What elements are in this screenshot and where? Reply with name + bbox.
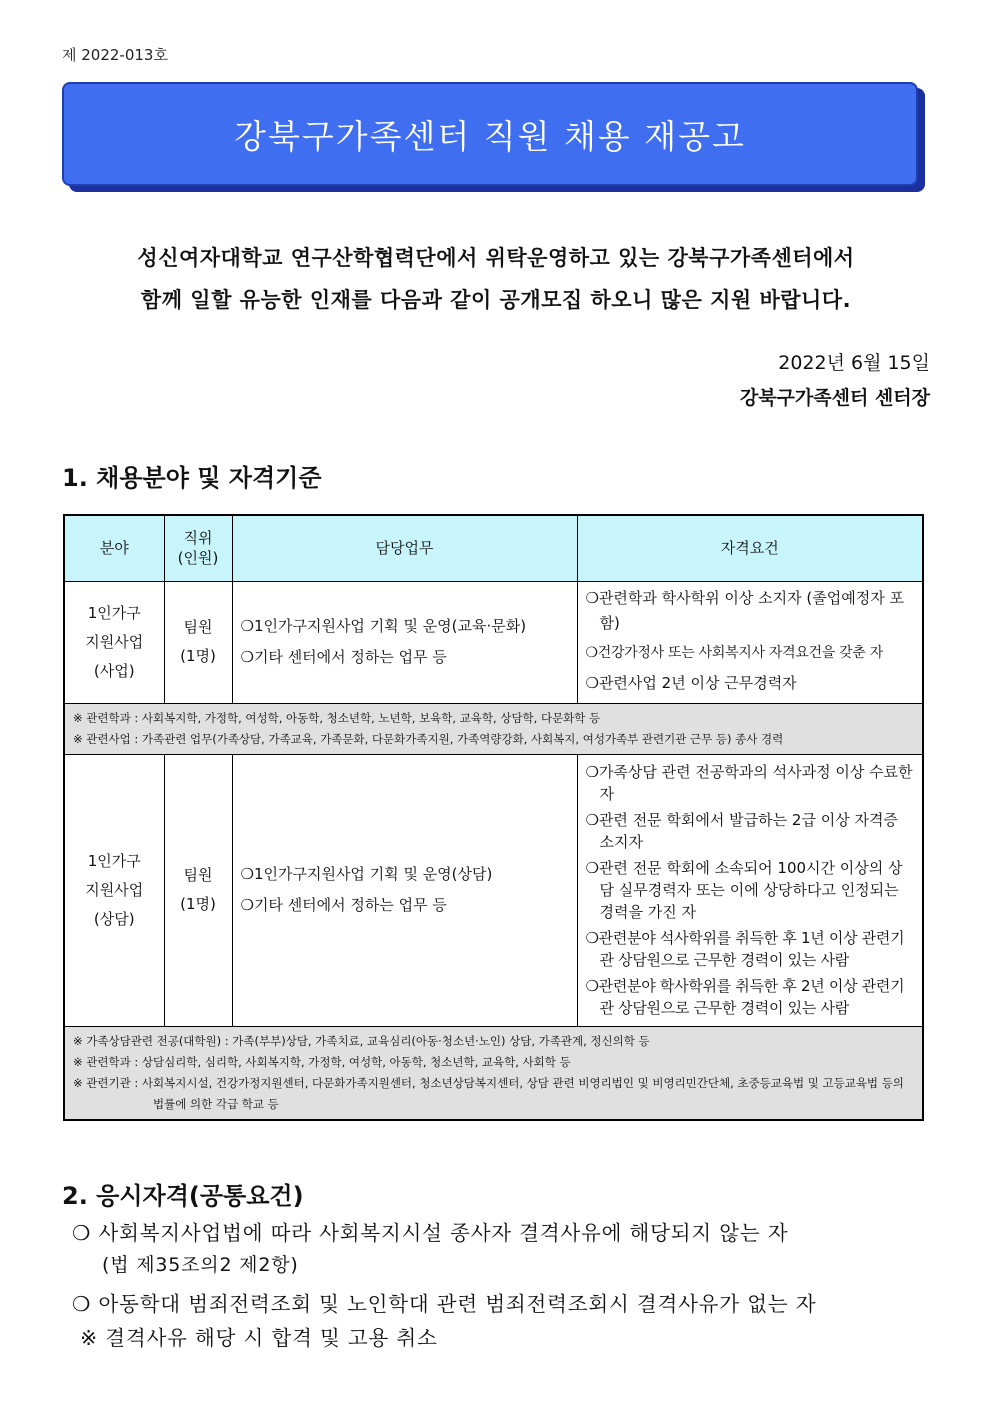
disqualification-note: ※ 결격사유 해당 시 합격 및 고용 취소 [80,1326,438,1350]
requirement-item: ❍건강가정사 또는 사회복지사 자격요건을 갖춘 자 [585,644,883,661]
section-2-heading: 2. 응시자격(공통요건) [62,1182,304,1210]
field-text: 1인가구 [87,851,141,870]
header-position-line2: (인원) [177,549,219,568]
field-cell [64,754,164,1026]
note-text: ※ 가족상담관련 전공(대학원) : 가족(부부)상담, 가족치료, 교육심리(아동·청소년·노인) 상담, 가족관계, 정신의학 등 [73,1033,650,1048]
requirement-item: ❍관련 전문 학회에 소속되어 100시간 이상의 상담 실무경력자 또는 이에 상당하다고 인정되는 경력을 가진 자 [585,859,903,921]
notes-cell [64,1026,923,1120]
headcount-text: (1명) [180,647,216,665]
page-title: 강북구가족센터 직원 채용 재공고 [234,116,746,156]
requirements-cell [577,581,923,703]
duties-cell [232,754,577,1026]
field-text: 1인가구 [87,603,141,622]
field-text: (상담) [93,909,135,928]
common-requirement-item: ❍ 사회복지사업법에 따라 사회복지시설 종사자 결격사유에 해당되지 않는 자 [72,1221,789,1245]
header-position-line1: 직위 [183,529,213,548]
note-text: ※ 관련기관 : 사회복지시설, 건강가정지원센터, 다문화가족지원센터, 청소년상담복지센터, 상담 관련 비영리법인 및 비영리민간단체, 초중등교육법 및 고등교육법 등의 법률에 의한 각급 학교 등 [73,1075,904,1111]
requirement-item: ❍관련분야 학사학위를 취득한 후 2년 이상 관련기관 상담원으로 근무한 경력이 있는 사람 [585,977,905,1017]
note-text: ※ 관련학과 : 상담심리학, 심리학, 사회복지학, 가정학, 여성학, 아동학, 청소년학, 교육학, 사회학 등 [73,1054,571,1069]
header-requirements: 자격요건 [577,515,923,581]
duty-item: ❍1인가구지원사업 기획 및 운영(교육·문화) [240,617,527,635]
requirement-item: ❍관련분야 석사학위를 취득한 후 1년 이상 관련기관 상담원으로 근무한 경력이 있는 사람 [585,929,905,969]
position-cell [164,754,232,1026]
duty-item: ❍기타 센터에서 정하는 업무 등 [240,648,447,666]
field-text: 지원사업 [85,880,144,899]
requirement-item: ❍관련사업 2년 이상 근무경력자 [585,673,797,692]
table-row [64,754,923,1026]
section-1-heading: 1. 채용분야 및 자격기준 [62,464,322,492]
notice-date: 2022년 6월 15일 [778,352,930,374]
title-banner [62,82,918,186]
signer: 강북구가족센터 센터장 [739,387,930,409]
duties-cell [232,581,577,703]
header-position [164,515,232,581]
header-field: 분야 [64,515,164,581]
requirement-item: ❍관련학과 학사학위 이상 소지자 (졸업예정자 포함) [585,588,904,632]
table-row [64,581,923,703]
document-number: 제 2022-013호 [62,46,168,64]
note-row [64,703,923,754]
note-row [64,1026,923,1120]
recruitment-table [63,514,924,1121]
header-duties: 담당업무 [232,515,577,581]
field-text: (사업) [93,661,135,680]
field-text: 지원사업 [85,632,144,651]
common-requirement-reference: (법 제35조의2 제2항) [102,1254,299,1276]
field-cell [64,581,164,703]
note-text: ※ 관련학과 : 사회복지학, 가정학, 여성학, 아동학, 청소년학, 노년학, 보육학, 교육학, 상담학, 다문화학 등 [73,710,601,725]
headcount-text: (1명) [180,895,216,913]
position-cell [164,581,232,703]
position-text: 팀원 [183,618,213,636]
position-text: 팀원 [183,866,213,884]
requirement-item: ❍관련 전문 학회에서 발급하는 2급 이상 자격증 소지자 [585,811,898,851]
duty-item: ❍1인가구지원사업 기획 및 운영(상담) [240,865,493,883]
notes-cell [64,703,923,754]
intro-line-1: 성신여자대학교 연구산학협력단에서 위탁운영하고 있는 강북구가족센터에서 [137,246,855,270]
requirements-cell [577,754,923,1026]
duty-item: ❍기타 센터에서 정하는 업무 등 [240,896,447,914]
common-requirement-item: ❍ 아동학대 범죄전력조회 및 노인학대 관련 범죄전력조회시 결격사유가 없는 자 [72,1292,817,1316]
note-text: ※ 관련사업 : 가족관련 업무(가족상담, 가족교육, 가족문화, 다문화가족지원, 가족역량강화, 사회복지, 여성가족부 관련기관 근무 등) 종사 경력 [73,731,784,746]
table-header-row [64,515,923,581]
requirement-item: ❍가족상담 관련 전공학과의 석사과정 이상 수료한 자 [585,763,913,803]
intro-line-2: 함께 일할 유능한 인재를 다음과 같이 공개모집 하오니 많은 지원 바랍니다. [140,288,852,312]
